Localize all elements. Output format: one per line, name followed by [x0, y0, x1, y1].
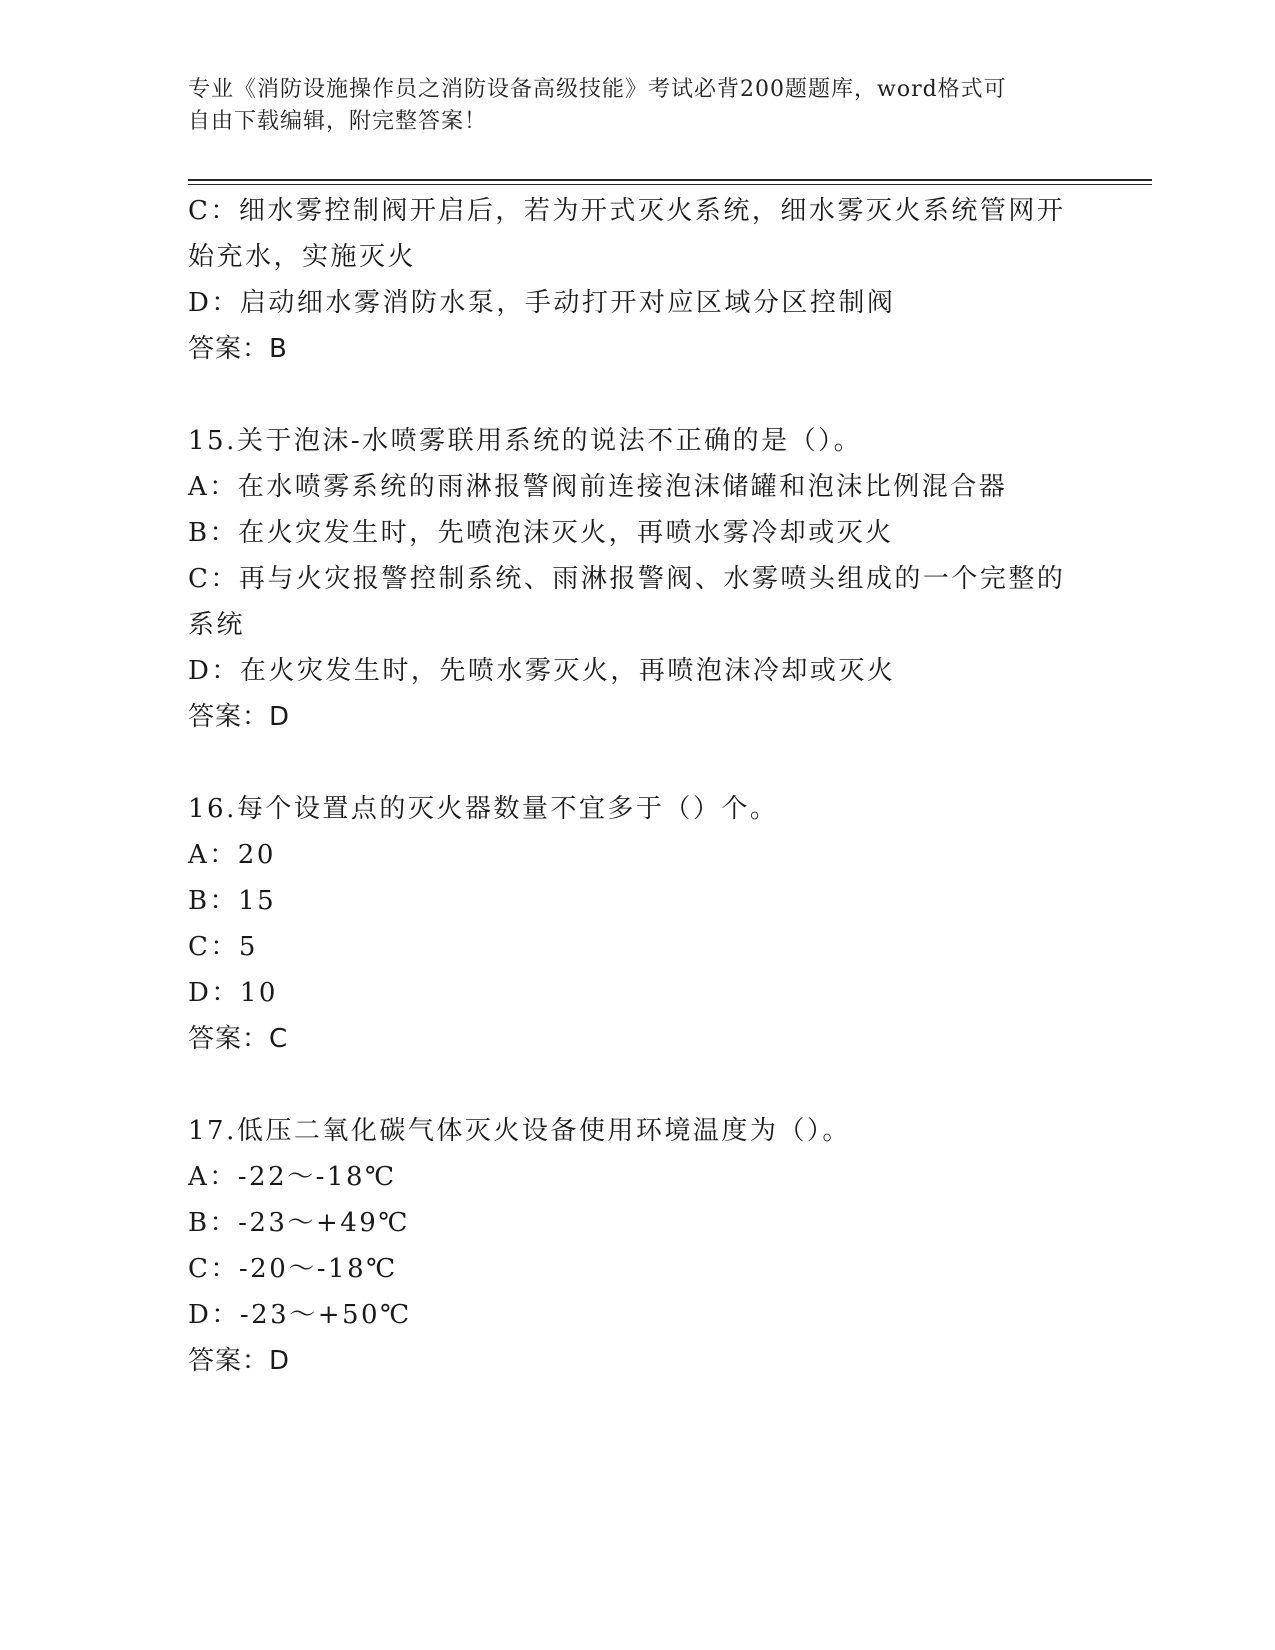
question-17 [188, 1108, 1088, 1384]
q17-stem: 17.低压二氧化碳气体灭火设备使用环境温度为（）。 [188, 1116, 851, 1146]
header-rule-thin [188, 184, 1152, 185]
q16-stem: 16.每个设置点的灭火器数量不宜多于（）个。 [188, 794, 779, 824]
question-15 [188, 418, 1088, 740]
q16-option-d: D：10 [188, 978, 278, 1008]
q14-option-c-line-1: C：细水雾控制阀开启后，若为开式灭火系统，细水雾灭火系统管网开 [188, 196, 1066, 226]
question-content [188, 188, 1088, 1384]
header-line-1: 专业《消防设施操作员之消防设备高级技能》考试必背200题题库，word格式可 [188, 77, 1007, 102]
q16-answer: 答案：C [188, 1024, 289, 1054]
q15-answer: 答案：D [188, 702, 291, 732]
q14-answer: 答案：B [188, 334, 288, 364]
question-16 [188, 786, 1088, 1062]
q15-option-c-line-2: 系统 [188, 610, 246, 640]
header-line-2: 自由下载编辑，附完整答案！ [188, 109, 488, 134]
q15-option-d: D：在火灾发生时，先喷水雾灭火，再喷泡沫冷却或灭火 [188, 656, 896, 686]
question-14-continued [188, 188, 1088, 372]
spacer [188, 1062, 1088, 1108]
q15-option-a: A：在水喷雾系统的雨淋报警阀前连接泡沫储罐和泡沫比例混合器 [188, 472, 1008, 502]
document-header [188, 74, 1088, 138]
q15-option-b: B：在火灾发生时，先喷泡沫灭火，再喷水雾冷却或灭火 [188, 518, 894, 548]
q15-option-c-line-1: C：再与火灾报警控制系统、雨淋报警阀、水雾喷头组成的一个完整的 [188, 564, 1066, 594]
q17-option-d: D：-23～+50℃ [188, 1300, 412, 1330]
q17-answer: 答案：D [188, 1346, 291, 1376]
q17-option-c: C：-20～-18℃ [188, 1254, 398, 1284]
q14-option-d: D：启动细水雾消防水泵，手动打开对应区域分区控制阀 [188, 288, 896, 318]
q17-option-b: B：-23～+49℃ [188, 1208, 410, 1238]
q16-option-c: C：5 [188, 932, 258, 962]
q17-option-a: A：-22～-18℃ [188, 1162, 397, 1192]
q14-option-c-line-2: 始充水，实施灭火 [188, 242, 417, 272]
q15-stem: 15.关于泡沫-水喷雾联用系统的说法不正确的是（）。 [188, 426, 863, 456]
spacer [188, 372, 1088, 418]
header-rule-thick [188, 179, 1152, 181]
q16-option-b: B：15 [188, 886, 277, 916]
spacer [188, 740, 1088, 786]
q16-option-a: A：20 [188, 840, 276, 870]
